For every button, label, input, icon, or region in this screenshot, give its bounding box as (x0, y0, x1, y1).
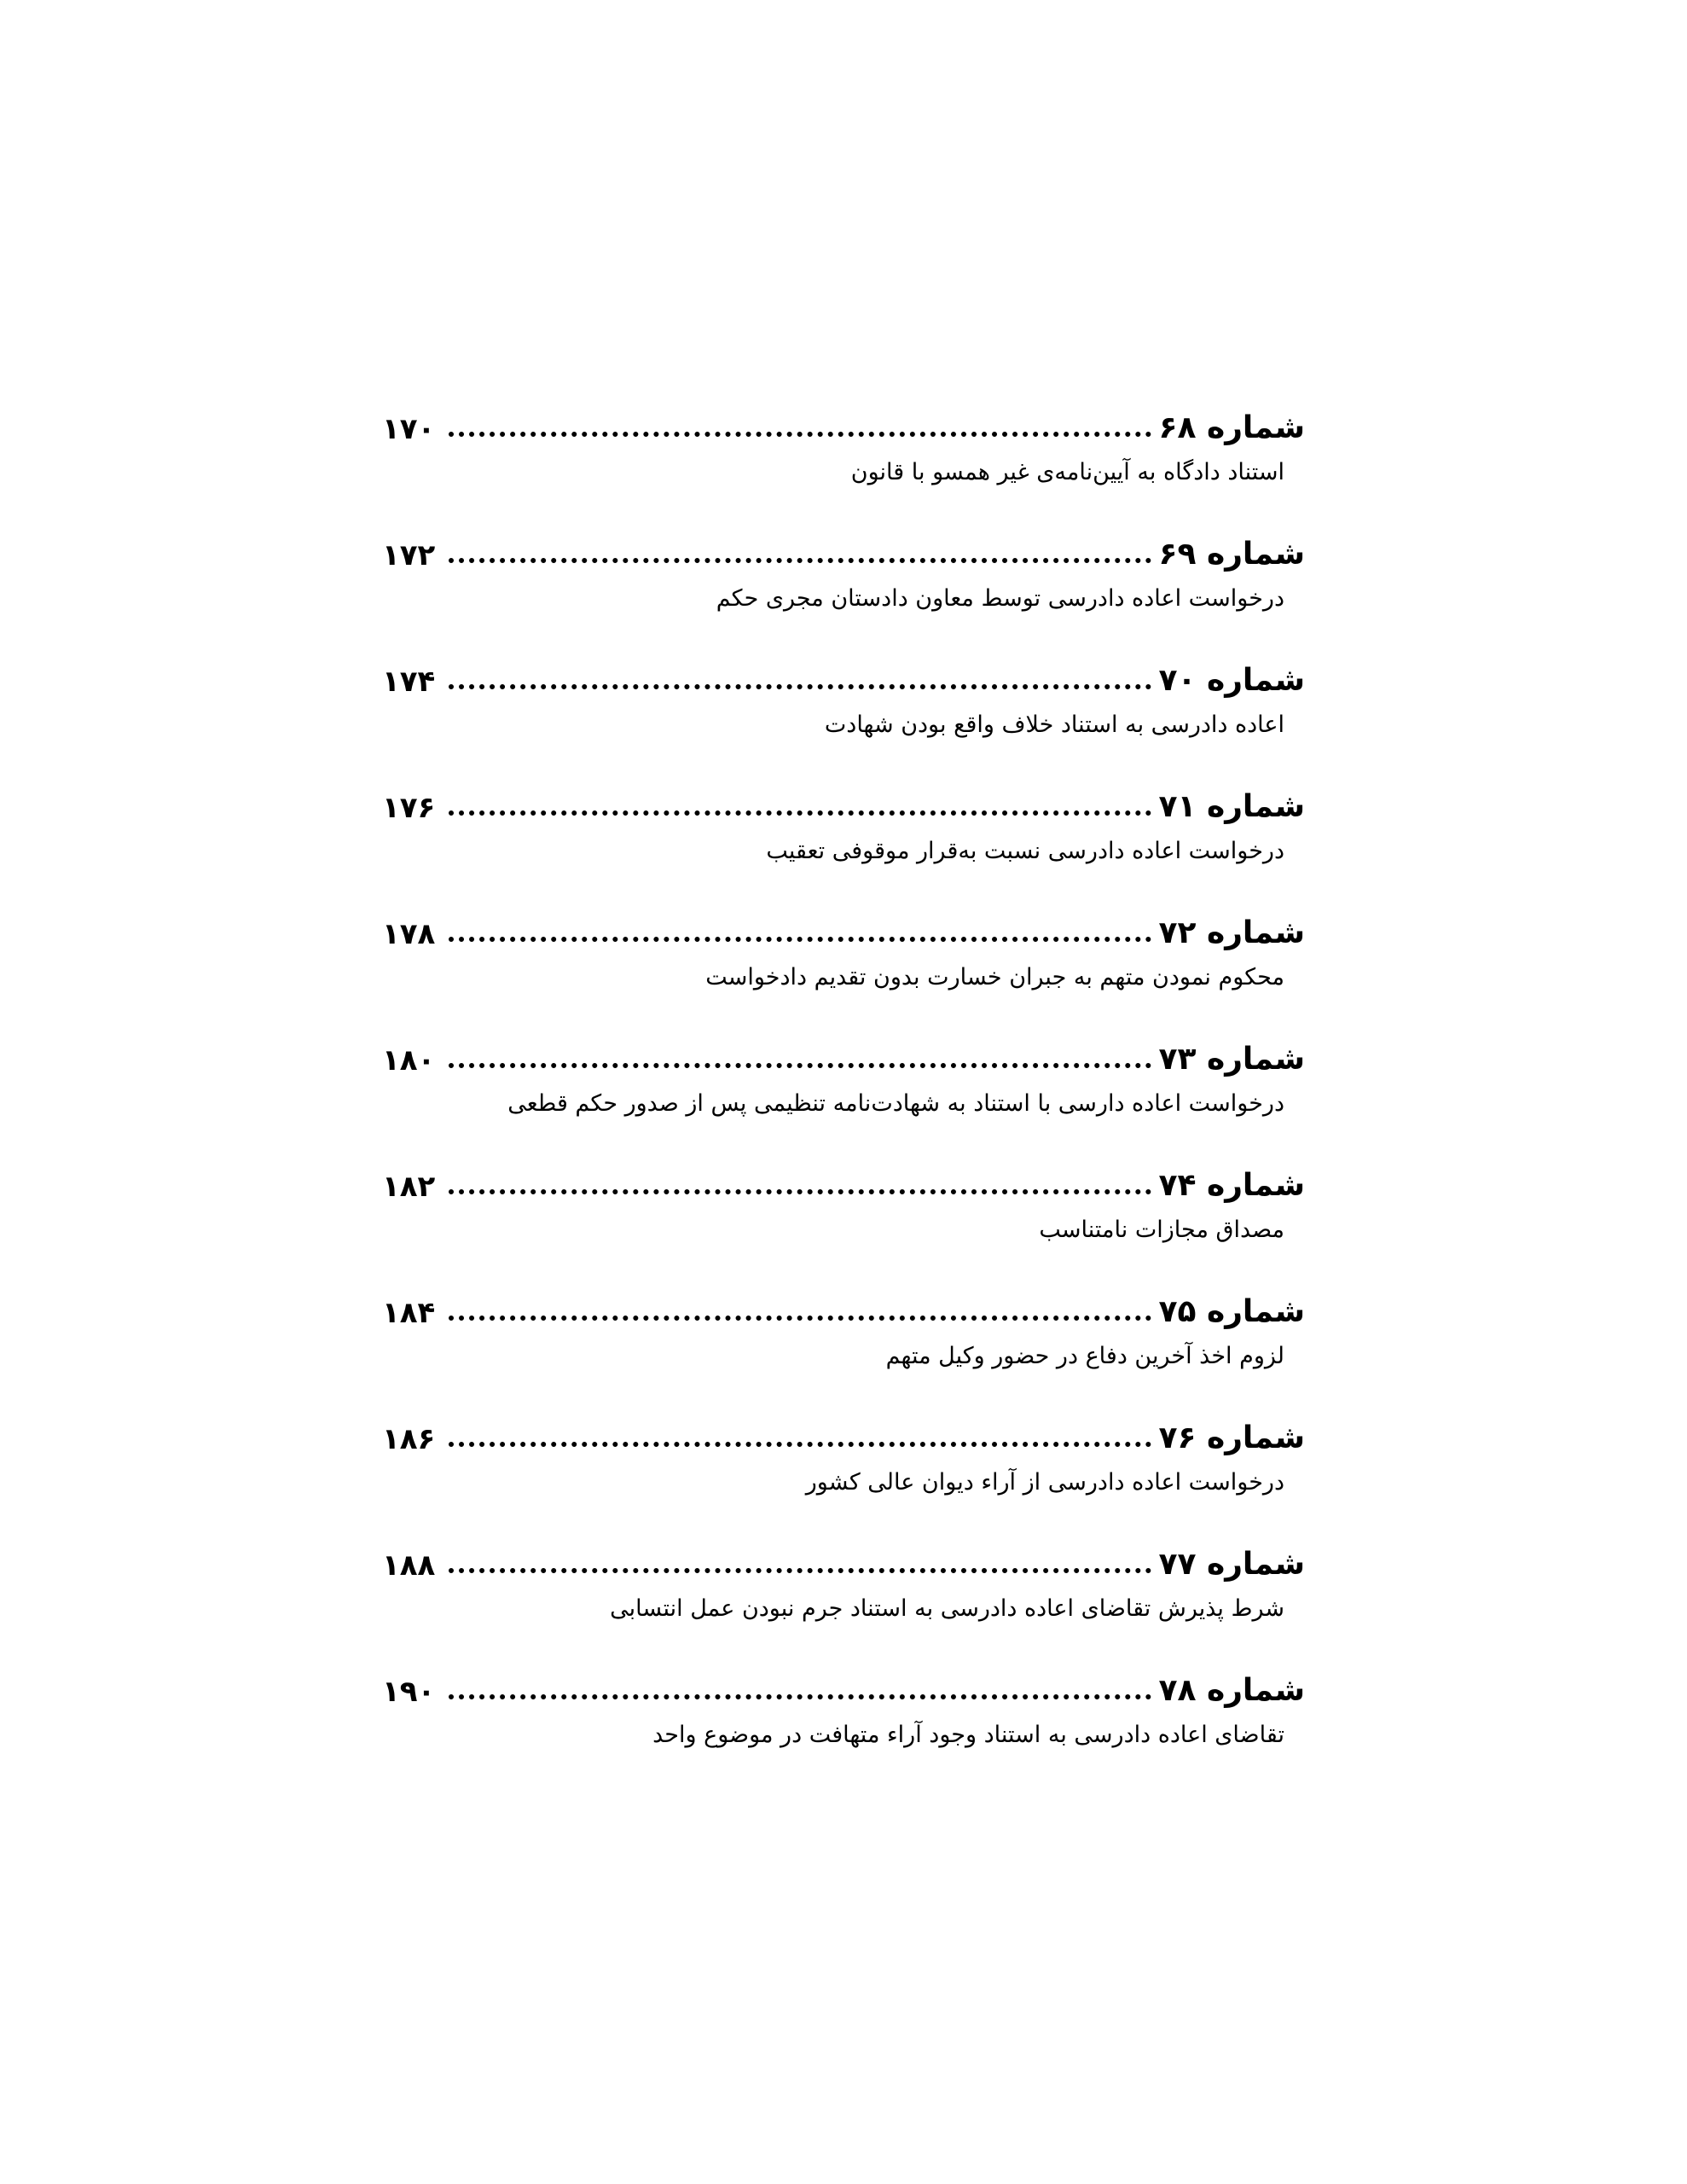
toc-entry[interactable] (382, 773, 1305, 899)
toc-entry-subtitle: مصداق مجازات نامتناسب (1039, 1217, 1284, 1243)
dot-leader (449, 684, 1151, 689)
toc-entry-heading (382, 394, 1305, 444)
toc-entry-heading (382, 520, 1305, 570)
toc-entry-subtitle: اعاده دادرسی به استناد خلاف واقع بودن شهادت (824, 712, 1284, 738)
toc-entry-title: شماره ۷۱ (1158, 789, 1305, 824)
toc-page-number: ۱۷۴ (382, 665, 436, 699)
dot-leader (449, 432, 1151, 437)
toc-entry[interactable] (382, 1152, 1305, 1278)
toc-entry-subtitle: درخواست اعاده دارسی با استناد به شهادت‌نامه تنظیمی پس از صدور حکم قطعی (507, 1090, 1284, 1117)
dot-leader (449, 1694, 1151, 1699)
dot-leader (449, 1063, 1151, 1068)
dot-leader (449, 1189, 1151, 1194)
toc-entry-title: شماره ۶۹ (1158, 537, 1305, 572)
toc-entry-title: شماره ۷۵ (1158, 1294, 1305, 1329)
toc-entry-subtitle: استناد دادگاه به آیین‌نامه‌ی غیر همسو با قانون (850, 459, 1284, 485)
toc-entry-heading (382, 1531, 1305, 1583)
dot-leader (449, 1442, 1151, 1447)
toc-page-number: ۱۸۶ (382, 1422, 436, 1456)
toc-entry-subtitle: تقاضای اعاده دادرسی به استناد وجود آراء متهافت در موضوع واحد (652, 1722, 1284, 1748)
toc-entry-title: شماره ۷۳ (1158, 1042, 1305, 1077)
toc-entry-subtitle: شرط پذیرش تقاضای اعاده دادرسی به استناد جرم نبودن عمل انتسابی (610, 1595, 1284, 1622)
toc-page-number: ۱۸۸ (382, 1548, 436, 1583)
toc-entry-heading (382, 1404, 1305, 1454)
toc-page-number: ۱۷۸ (382, 917, 436, 951)
dot-leader (449, 558, 1151, 563)
toc-entry[interactable] (382, 1404, 1305, 1531)
toc-page-number: ۱۸۴ (382, 1296, 436, 1330)
toc-entry[interactable] (382, 1025, 1305, 1152)
toc-page-number: ۱۸۰ (382, 1043, 436, 1077)
toc-entry-subtitle: درخواست اعاده دادرسی توسط معاون دادستان مجری حکم (716, 585, 1284, 612)
table-of-contents (382, 394, 1305, 1783)
toc-entry-title: شماره ۷۲ (1158, 915, 1305, 950)
toc-entry[interactable] (382, 647, 1305, 773)
toc-page-number: ۱۷۶ (382, 791, 436, 825)
toc-entry[interactable] (382, 1657, 1305, 1783)
toc-entry-heading (382, 647, 1305, 699)
toc-entry-title: شماره ۷۷ (1158, 1547, 1305, 1582)
toc-entry-subtitle: لزوم اخذ آخرین دفاع در حضور وکیل متهم (885, 1343, 1284, 1369)
dot-leader (449, 810, 1151, 816)
dot-leader (449, 1316, 1151, 1321)
toc-entry[interactable] (382, 1531, 1305, 1657)
dot-leader (449, 937, 1151, 942)
toc-entry-subtitle: درخواست اعاده دادرسی از آراء دیوان عالی کشور (805, 1469, 1284, 1496)
toc-entry-subtitle: درخواست اعاده دادرسی نسبت به‌قرار موقوفی تعقیب (766, 838, 1284, 864)
toc-entry-heading (382, 1152, 1305, 1204)
toc-entry[interactable] (382, 1278, 1305, 1404)
toc-page-number: ۱۷۲ (382, 538, 436, 572)
toc-entry[interactable] (382, 394, 1305, 520)
toc-page-number: ۱۹۰ (382, 1675, 436, 1709)
toc-entry-title: شماره ۷۶ (1158, 1420, 1305, 1455)
toc-entry-subtitle: محکوم نمودن متهم به جبران خسارت بدون تقدیم دادخواست (705, 964, 1284, 990)
toc-entry-title: شماره ۶۸ (1158, 410, 1305, 445)
toc-entry[interactable] (382, 899, 1305, 1025)
toc-entry-heading (382, 899, 1305, 949)
toc-entry[interactable] (382, 520, 1305, 647)
toc-page-number: ۱۸۲ (382, 1170, 436, 1204)
toc-entry-title: شماره ۷۰ (1158, 663, 1305, 698)
toc-entry-title: شماره ۷۸ (1158, 1673, 1305, 1708)
toc-entry-heading (382, 1278, 1305, 1330)
toc-entry-title: شماره ۷۴ (1158, 1168, 1305, 1203)
toc-entry-heading (382, 1025, 1305, 1075)
toc-page-number: ۱۷۰ (382, 412, 436, 446)
toc-entry-heading (382, 773, 1305, 825)
dot-leader (449, 1568, 1151, 1573)
toc-entry-heading (382, 1657, 1305, 1709)
